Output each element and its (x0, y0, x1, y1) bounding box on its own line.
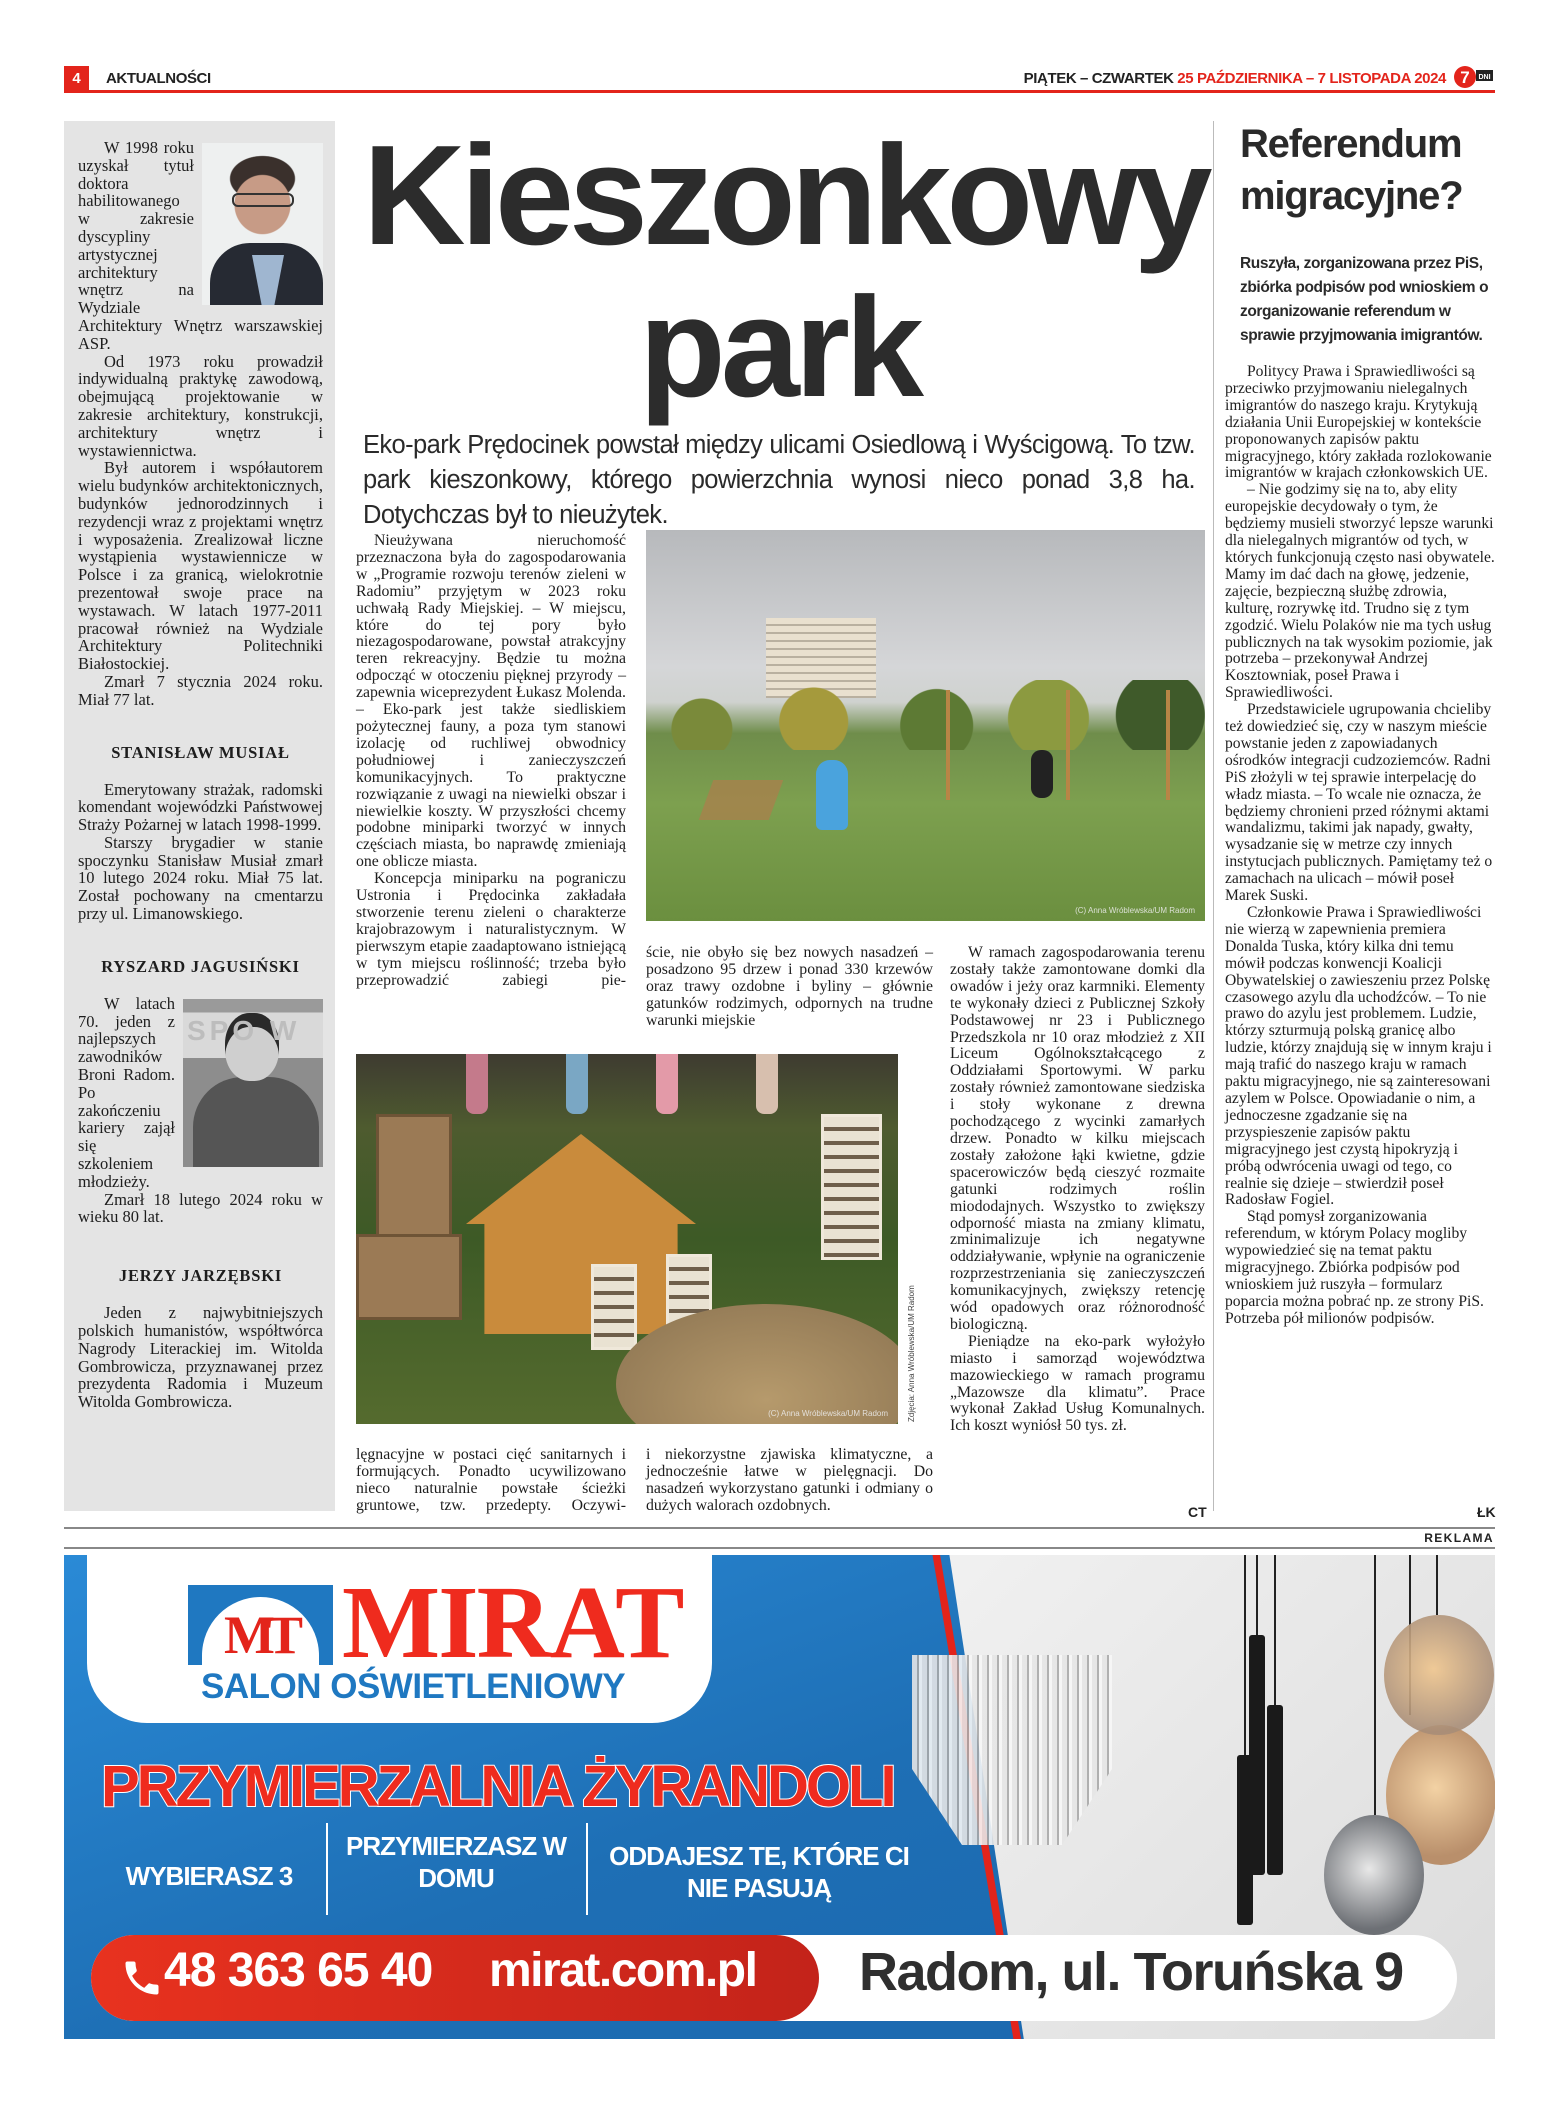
ad-step: ODDAJESZ TE, KTÓRE CI NIE PASUJĄ (609, 1841, 909, 1903)
obituary-name: JERZY JARZĘBSKI (118, 1266, 283, 1286)
article-paragraph: W ramach zagospodarowania terenu zostały także zamontowane domki dla owadów i jeży oraz karmniki. Elementy te wykonały dzieci z Publicznej Szkoły Podstawowej nr 23 i Publicznego Przedszkola nr 10 oraz młodzież z XII Liceum Ogólnokształcącego z Oddziałami Sportowymi. W parku zostały również zamontowane siedziska i stoły wykonane z drewna pochodzącego z wycinki zamarłych drzew. Ponadto w kilku miejscach zostały założone łąki kwietne, gdzie spacerowiczów będą cieszyć rozmaite gatunki rodzimych roślin miododajnych. Wszystko to zwiększy odporność miasta na zmiany klimatu, zminimalizuje ich negatywne oddziaływanie, wpłynie na ograniczenie rozprzestrzeniania się zanieczyszczeń komunikacyjnych, zwiększy retencję wód opadowych oraz różnorodność biologiczną. (950, 944, 1205, 1333)
article-paragraph: Stąd pomysł zorganizowania referendum, w którym Polacy mogliby wypowiedzieć się na temat paktu migracyjnego. Zbiórka podpisów pod wnioskiem już ruszyła – formularz poparcia można pobrać np. ze strony PiS. Potrzeba pół milionów podpisów. (1225, 1208, 1484, 1327)
article-column (646, 945, 933, 1030)
ad-phone[interactable]: 48 363 65 40 (164, 1944, 433, 1997)
article-paragraph: Politycy Prawa i Sprawiedliwości są przeciwko przyjmowaniu nielegalnych imigrantów do naszego kraju. Krytykują działania Unii Europejskiej w kontekście proponowanych zapisów paktu migracyjnego, który zakłada rozlokowanie imigrantów w krajach członkowskich UE. (1225, 363, 1492, 482)
mirat-advertisement[interactable] (64, 1555, 1495, 2039)
obituary-paragraph: Był autorem i współautorem wielu budynków architektonicznych, budynków jednorodzinnych i rezydencji wraz z projektami wnętrz i wyposażenia. Zrealizował liczne wystąpienia wystawiennicze w Polsce i za granicą, wielokrotnie prezentował swoje prace na wystawach. W latach 1977-2011 pracował również na Wydziale Architektury Politechniki Białostockiej. (78, 458, 323, 674)
issue-dateline (1024, 70, 1446, 87)
obituary-paragraph: W latach 70. jeden z najlepszych zawodników Broni Radom. Po zakończeniu kariery zajął się szkoleniem młodzieży. (78, 993, 175, 1191)
obituaries-column (64, 121, 335, 1511)
article-paragraph: i niekorzystne zjawiska klimatyczne, a jednocześnie łatwe w pielęgnacji. Do nasadzeń wykorzystano gatunki i odmiany o dużych walorach ozdobnych. (646, 1446, 933, 1514)
photos-caption-text: Zdjęcia: Anna Wróblewska/UM Radom (907, 1285, 916, 1422)
article-column (356, 1447, 626, 1515)
ad-address: Radom, ul. Toruńska 9 (859, 1942, 1403, 2002)
side-article-title: Referendum migracyjne? (1240, 122, 1463, 218)
article-paragraph: Pieniądze na eko-park wyłożyło miasto i samorząd województwa mazowieckiego w ramach programu „Mazowsze dla klimatu”. Prace wykonał Zakład Usług Komunalnych. Ich koszt wyniósł 50 tys. zł. (950, 1332, 1205, 1435)
mirat-logo-icon: MT (188, 1585, 333, 1665)
7dni-logo-icon (1454, 64, 1494, 90)
side-article-body (1225, 364, 1495, 1328)
svg-text:7: 7 (1460, 68, 1470, 87)
ad-label: REKLAMA (1424, 1531, 1494, 1545)
issue-days: PIĄTEK – CZWARTEK (1023, 70, 1178, 87)
article-paragraph: ście, nie obyło się bez nowych nasadzeń – posadzono 95 drzew i ponad 330 krzewów oraz trawy ozdobne i byliny – głównie gatunków rodzimych, odpornych na trudne warunki miejskie (646, 944, 933, 1029)
ad-step: WYBIERASZ 3 (125, 1861, 293, 1891)
photo-credit: (C) Anna Wróblewska/UM Radom (1075, 906, 1195, 915)
phone-icon (120, 1953, 164, 2003)
ad-divider (586, 1823, 588, 1915)
insect-hotels-photo (356, 1054, 898, 1424)
side-article-lead: Ruszyła, zorganizowana przez PiS, zbiórka podpisów pod wnioskiem o zorganizowanie referendum w sprawie przyjmowania imigrantów. (1240, 255, 1489, 344)
obituary-paragraph: W 1998 roku uzyskał tytuł doktora habilitowanego w zakresie dyscypliny artystycznej architektury wnętrz na Wydziale Architektury Wnętrz warszawskiej ASP. (78, 138, 323, 353)
headline-line: park (639, 268, 919, 427)
article-paragraph: Nieużywana nieruchomość przeznaczona była do zagospodarowania w „Programie rozwoju terenów zieleni w Radomiu” przyjętym w 2023 roku uchwałą Rady Miejskiej. – W miejscu, które do tej pory było niezagospodarowane, powstał atrakcyjny teren rekreacyjny. Będzie tu można odpocząć w otoczeniu pięknej przyrody – zapewnia wiceprezydent Łukasz Molenda. – Eko-park jest także siedliskiem pożytecznej fauny, a poza tym stanowi izolację od ruchliwej obwodnicy południowej i zanieczyszczeń komunikacyjnych. To praktyczne rozwiązanie z uwagi na niewielki obszar i niewielkie koszty. W przyszłości chcemy podobne miniparki tworzyć w innych częściach miasta, bo naprawdę zmieniają one oblicze miasta. (356, 532, 626, 871)
ad-website-link[interactable]: mirat.com.pl (489, 1944, 757, 1997)
article-paragraph: Koncepcja miniparku na pograniczu Ustronia i Prędocinka zakładała stworzenie terenu zieleni o charakterze krajobrazowym i naturalistycznym. W pierwszym etapie zaadaptowano istniejącą w tym miejscu roślinność; trzeba było przeprowadzić zabiegi pie- (356, 870, 626, 989)
portrait-photo (202, 143, 323, 305)
article-column (950, 945, 1205, 1435)
article-paragraph: lęgnacyjne w postaci cięć sanitarnych i formujących. Ponadto ucywilizowano nieco naturalnie powstałe ścieżki gruntowe, tzw. przedepty. Oczywi- (356, 1446, 626, 1514)
ad-headline: PRZYMIERZALNIA ŻYRANDOLI (101, 1754, 894, 1819)
ad-rule (64, 1527, 1495, 1529)
photos-caption (907, 1285, 919, 1422)
obituary-paragraph: Od 1973 roku prowadził indywidualną praktykę zawodową, obejmującą projektowanie w zakresie architektury, konstrukcji, architektury wnętrz i wystawiennictwa. (78, 351, 323, 460)
portrait-photo (183, 999, 323, 1167)
obituary-paragraph: Zmarł 7 stycznia 2024 roku. Miał 77 lat. (78, 671, 323, 709)
svg-text:DNI: DNI (1478, 74, 1491, 81)
ad-step: PRZYMIERZASZ W DOMU (346, 1831, 566, 1893)
article-headline (363, 116, 1208, 427)
obituary-name: RYSZARD JAGUSIŃSKI (101, 956, 300, 976)
header-rule (64, 90, 1495, 93)
article-column (646, 1447, 933, 1515)
photo-sign-text: SPO W (187, 1014, 301, 1046)
obituary-paragraph: Starszy brygadier w stanie spoczynku Stanisław Musiał zmarł 10 lutego 2024 roku. Miał 75 lat. Został pochowany na cmentarzu przy ul. Limanowskiego. (78, 832, 323, 924)
ad-rule (64, 1547, 1495, 1549)
ad-divider (326, 1823, 328, 1915)
headline-line: Kieszonkowy (363, 116, 1208, 275)
article-lead: Eko-park Prędocinek powstał między ulicami Osiedlową i Wyścigową. To tzw. park kieszonkowy, którego powierzchnia wynosi nieco ponad 3,8 ha. Dotychczas był to nieużytek. (363, 431, 1195, 529)
obituary-paragraph: Zmarł 18 lutego 2024 roku w wieku 80 lat. (78, 1189, 323, 1227)
page-number: 4 (64, 66, 89, 92)
section-name: AKTUALNOŚCI (106, 70, 211, 87)
issue-dates: 25 PAŹDZIERNIKA – 7 LISTOPADA 2024 (1177, 70, 1446, 87)
author-signature: ŁK (1477, 1504, 1496, 1520)
article-paragraph: – Nie godzimy się na to, aby elity europejskie decydowały o tym, że będziemy musieli stworzyć lepsze warunki dla nielegalnych migrantów od tych, w których funkcjonują często nasi obywatele. Mamy im dać dach na głowę, jedzenie, zajęcie, bezpieczną służbę zdrowia, kulturę, rozrywkę itd. Trudno się z tym zgodzić. Wielu Polaków nie ma tych usług publicznych na tak wysokim poziomie, jak potrzeba – przekonywał Andrzej Kosztowniak, poseł Prawa i Sprawiedliwości. (1225, 481, 1495, 702)
obituary-paragraph: Emerytowany strażak, radomski komendant wojewódzki Państwowej Straży Pożarnej w latach 1998-1999. (78, 779, 323, 835)
obituary-name: STANISŁAW MUSIAŁ (111, 742, 290, 762)
article-column (356, 533, 626, 989)
ad-tagline: SALON OŚWIETLENIOWY (201, 1667, 626, 1706)
photo-credit: (C) Anna Wróblewska/UM Radom (768, 1409, 888, 1418)
article-paragraph: Przedstawiciele ugrupowania chcieliby też dowiedzieć się, czy w naszym mieście powstanie jeden z zapowiadanych ośrodków integracji cudzoziemców. Radni PiS złożyli w tej sprawie interpelację do władz miasta. – To wcale nie oznacza, że będziemy chronieni przed różnymi aktami wandalizmu, takimi jak napady, gwałty, wysadzanie się w metrze czy innych instytucjach publicznych. Pamiętamy też o zamachach na ulicach – mówił poseł Marek Suski. (1225, 701, 1493, 905)
author-signature: CT (1188, 1504, 1207, 1520)
article-paragraph: Członkowie Prawa i Sprawiedliwości nie wierzą w zapewnienia premiera Donalda Tuska, który kilka dni temu mówił podczas konwencji Koalicji Obywatelskiej o zawieszeniu przez Polskę czasowego azylu dla uchodźców. – To nie prawo do azylu jest problemem. Ludzie, którzy szturmują polską granicę albo ludzie, którzy znajdują się w innym kraju i mają trafić do naszego kraju w ramach paktu migracyjnego, nie są zainteresowani azylem w Polsce. Opowiadanie o nim, a jednoczesne zgadzanie się na przyspieszenie zapisów paktu migracyjnego jest czystą hipokryzją i próbą odwrócenia uwagi od tego, co realnie się dzieje – stwierdził poseł Radosław Fogiel. (1225, 904, 1492, 1209)
column-divider (1213, 121, 1214, 1511)
obituary-paragraph: Jeden z najwybitniejszych polskich humanistów, współtwórca Nagrody Literackiej im. Witolda Gombrowicza, przyznawanej przez prezydenta Radomia i Muzeum Witolda Gombrowicza. (78, 1303, 323, 1412)
ad-brand: MIRAT (342, 1565, 683, 1680)
park-photo (646, 530, 1205, 921)
